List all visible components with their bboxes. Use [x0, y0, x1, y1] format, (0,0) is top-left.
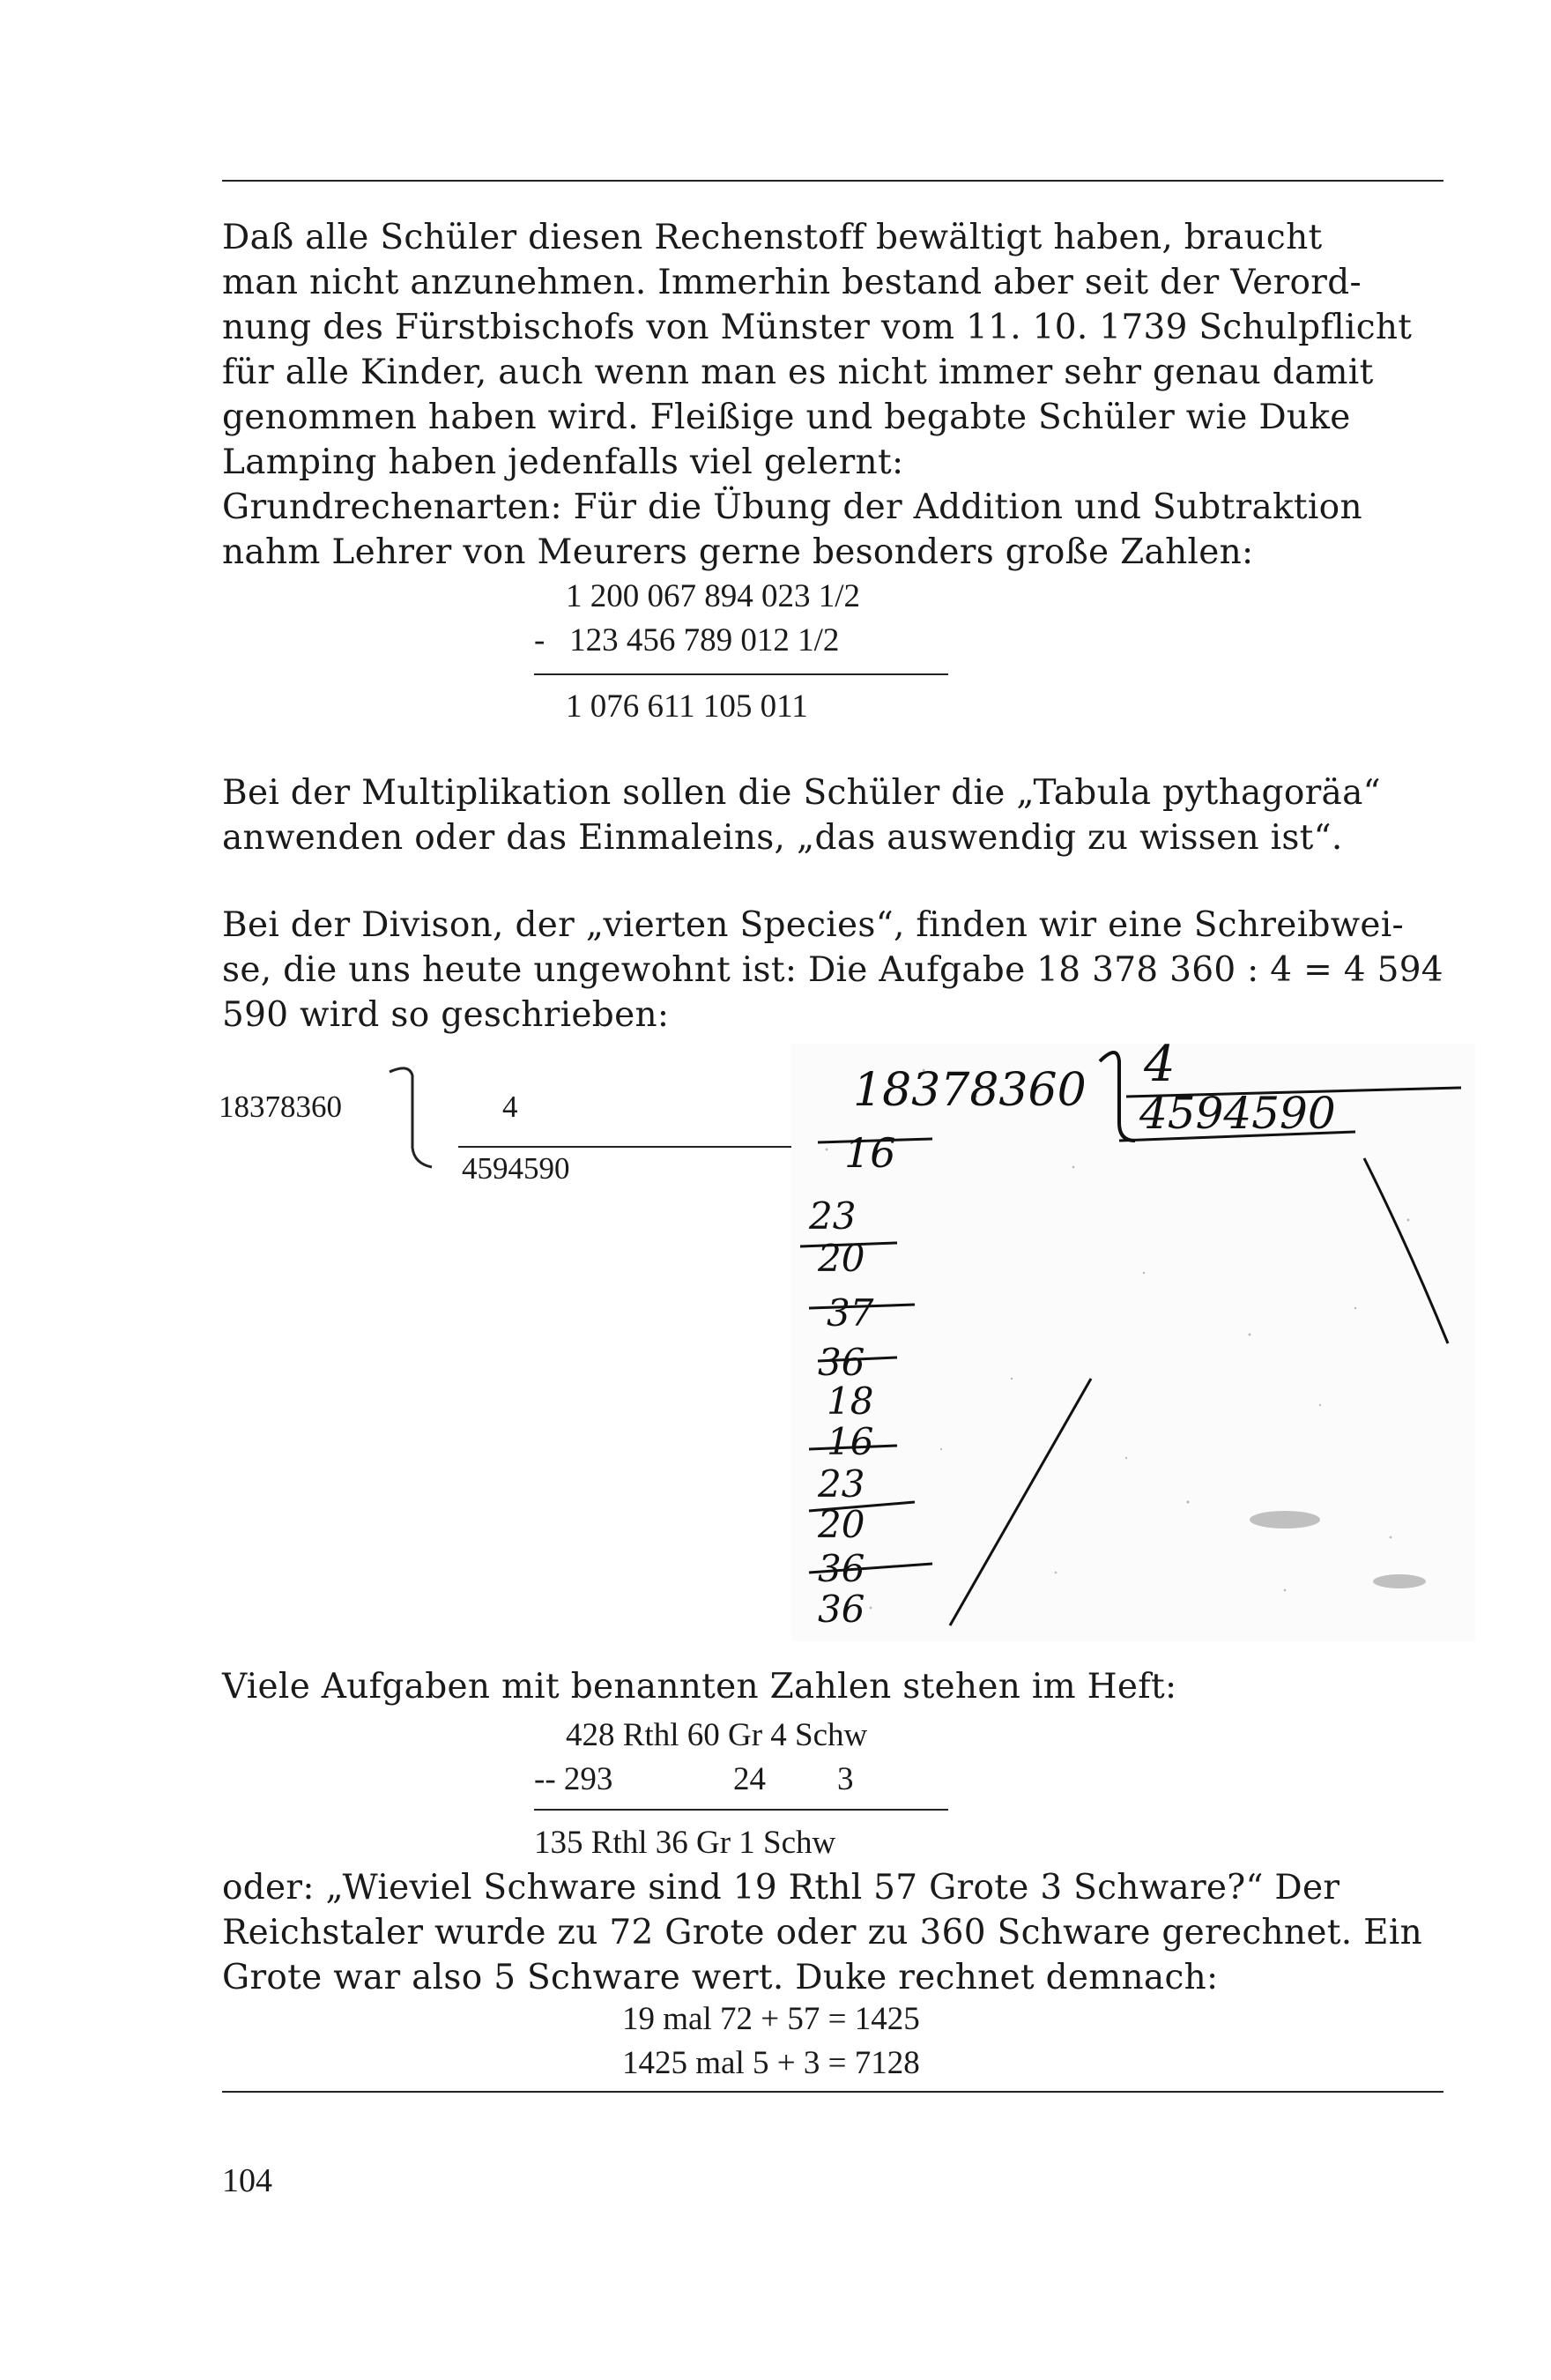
division-quotient: 4594590 — [462, 1151, 570, 1186]
paragraph-1 — [222, 215, 1443, 575]
hw-step: 36 — [818, 1547, 865, 1590]
units-row2-schw: 3 — [837, 1761, 854, 1797]
hw-step: 16 — [844, 1129, 896, 1177]
hw-step: 16 — [827, 1420, 874, 1463]
text-line: nahm Lehrer von Meurers gerne besonders große Zahlen: — [222, 532, 1254, 572]
hw-quotient: 4594590 — [1139, 1088, 1336, 1139]
units-result: 135 Rthl 36 Gr 1 Schw — [534, 1825, 836, 1861]
subtraction-result: 1 076 611 105 011 — [566, 688, 808, 725]
text-line: Viele Aufgaben mit benannten Zahlen stehen im Heft: — [222, 1667, 1177, 1707]
text-line: Bei der Multiplikation sollen die Schüler die „Tabula pythagoräa“ — [222, 773, 1381, 813]
text-line: Grundrechenarten: Für die Übung der Addition und Subtraktion — [222, 487, 1362, 527]
page-number: 104 — [222, 2162, 272, 2199]
paragraph-3 — [222, 903, 1443, 1038]
paragraph-5 — [222, 1865, 1443, 2000]
division-dividend: 18378360 — [219, 1090, 342, 1124]
hw-divisor: 4 — [1144, 1044, 1176, 1093]
text-line: nung des Fürstbischofs von Münster vom 11. 10. 1739 Schulpflicht — [222, 308, 1413, 347]
units-row1: 428 Rthl 60 Gr 4 Schw — [566, 1717, 868, 1753]
text-line: Daß alle Schüler diesen Rechenstoff bewältigt haben, braucht — [222, 218, 1323, 257]
subtraction-minuend: 1 200 067 894 023 1/2 — [566, 578, 861, 614]
bottom-rule — [222, 2091, 1443, 2093]
division-divisor: 4 — [502, 1090, 518, 1124]
paragraph-2 — [222, 770, 1443, 860]
hw-step: 36 — [818, 1588, 865, 1631]
hw-dividend: 18378360 — [853, 1064, 1087, 1117]
hw-step: 20 — [818, 1503, 865, 1546]
final-calc-line-2: 1425 mal 5 + 3 = 7128 — [622, 2045, 920, 2081]
text-line: anwenden oder das Einmaleins, „das auswendig zu wissen ist“. — [222, 818, 1343, 858]
division-rule — [458, 1146, 793, 1148]
hw-step: 23 — [809, 1194, 857, 1238]
hw-step: 18 — [827, 1380, 874, 1423]
text-line: man nicht anzunehmen. Immerhin bestand aber seit der Verord- — [222, 263, 1362, 302]
text-line: oder: „Wieviel Schware sind 19 Rthl 57 Grote 3 Schware?“ Der — [222, 1868, 1340, 1908]
hw-step: 37 — [827, 1291, 874, 1335]
hw-step: 23 — [818, 1462, 865, 1506]
facsimile-svg — [791, 1044, 1475, 1641]
text-line: Reichstaler wurde zu 72 Grote oder zu 360 Schware gerechnet. Ein — [222, 1913, 1423, 1952]
subtraction-rule — [534, 673, 948, 675]
handwritten-division-facsimile — [791, 1044, 1475, 1641]
hw-step: 36 — [818, 1341, 865, 1384]
units-row2-rthl: -- 293 — [534, 1761, 613, 1797]
text-line: Grote war also 5 Schware wert. Duke rechnet demnach: — [222, 1958, 1219, 1997]
units-row2-gr: 24 — [733, 1761, 766, 1797]
final-calc-line-1: 19 mal 72 + 57 = 1425 — [622, 2001, 920, 2037]
hw-step: 20 — [818, 1237, 865, 1280]
text-line: Bei der Divison, der „vierten Species“, finden wir eine Schreibwei- — [222, 905, 1405, 945]
paragraph-4 — [222, 1664, 1443, 1709]
text-line: für alle Kinder, auch wenn man es nicht immer sehr genau damit — [222, 353, 1374, 392]
text-line: genommen haben wird. Fleißige und begabte Schüler wie Duke — [222, 398, 1351, 437]
units-rule — [534, 1809, 948, 1811]
text-line: 590 wird so geschrieben: — [222, 995, 670, 1035]
top-rule — [222, 180, 1443, 182]
subtraction-subtrahend: - 123 456 789 012 1/2 — [534, 622, 840, 658]
text-line: Lamping haben jedenfalls viel gelernt: — [222, 443, 904, 482]
division-bracket — [386, 1061, 439, 1176]
text-line: se, die uns heute ungewohnt ist: Die Aufgabe 18 378 360 : 4 = 4 594 — [222, 950, 1443, 990]
